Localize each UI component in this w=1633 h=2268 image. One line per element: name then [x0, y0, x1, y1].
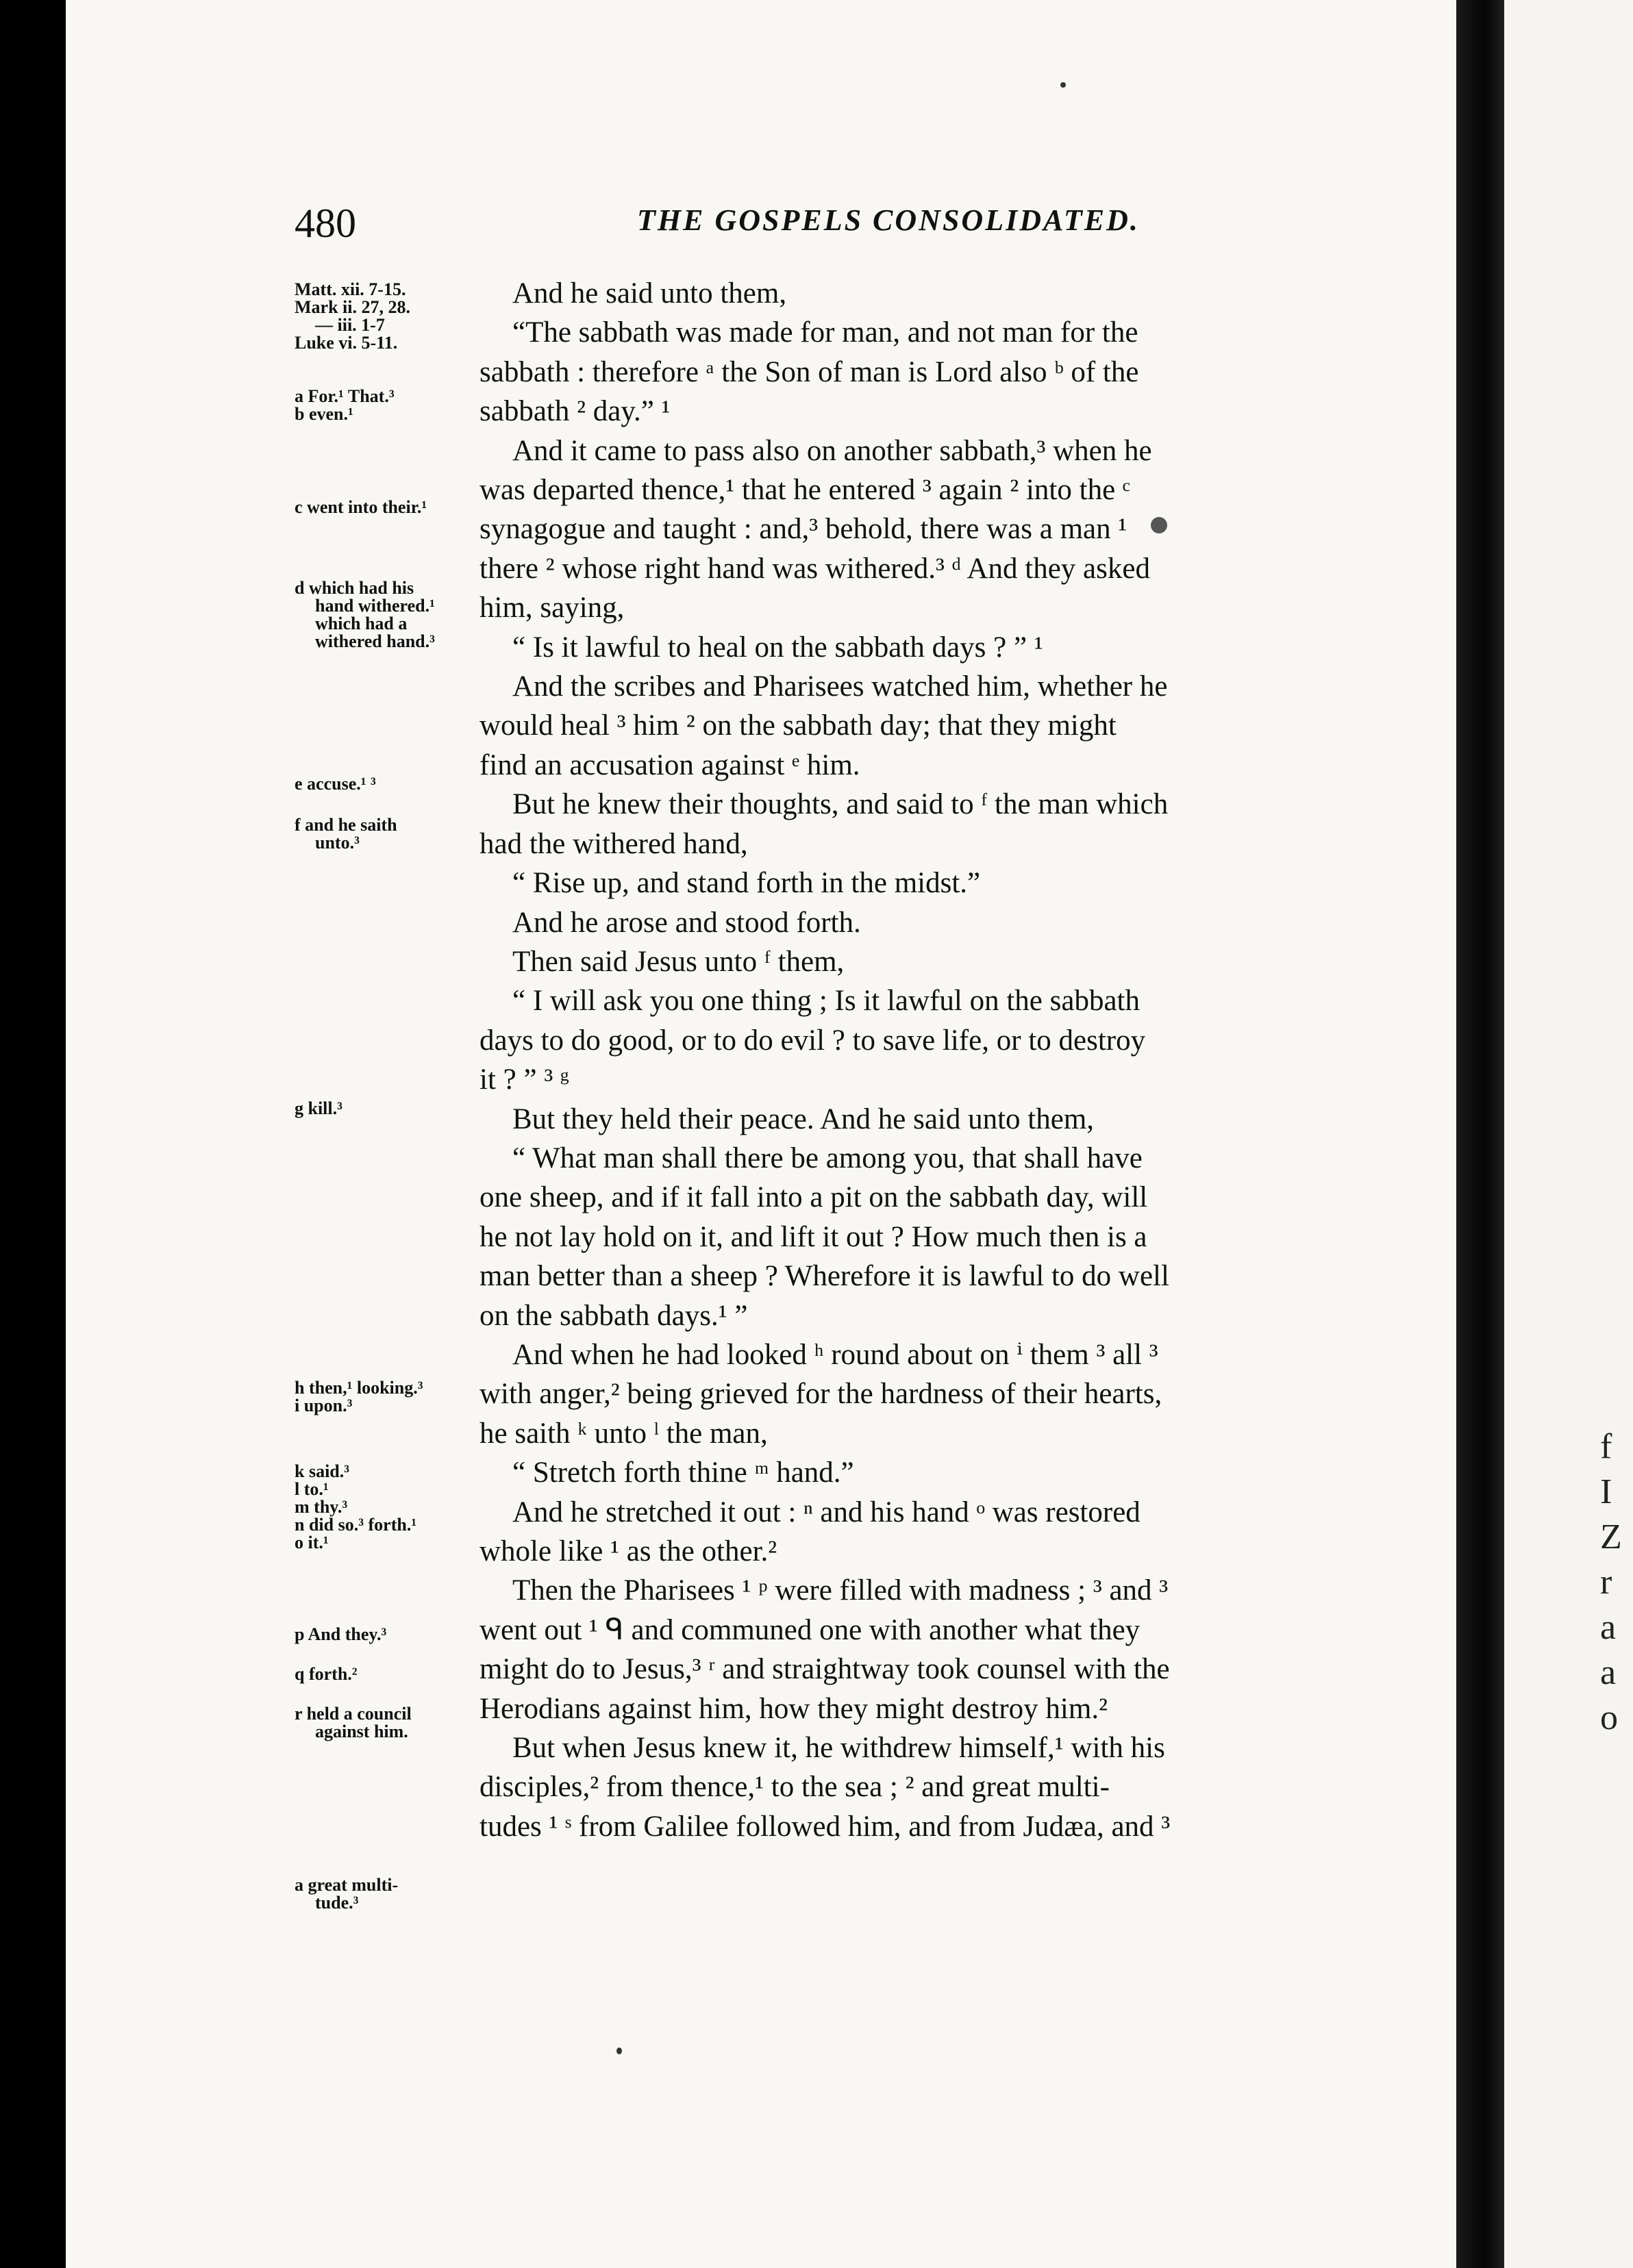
margin-note-line: hand withered.¹	[315, 596, 435, 616]
text-line: whole like ¹ as the other.²	[479, 1535, 777, 1567]
text-line: went out ¹ ᑫ and communed one with another what they	[479, 1613, 1140, 1646]
text-line: “ Is it lawful to heal on the sabbath days ? ” ¹	[512, 631, 1043, 664]
text-line: sabbath ² day.” ¹	[479, 395, 671, 428]
margin-note-line: which had a	[315, 614, 408, 633]
text-line: it ? ” ³ ᵍ	[479, 1063, 569, 1096]
text-line: And when he had looked ʰ round about on ⁱ them ³ all ³	[512, 1338, 1158, 1371]
margin-note	[295, 1876, 500, 1912]
margin-note	[295, 1463, 500, 1552]
text-line: tudes ¹ ˢ from Galilee followed him, and from Judæa, and ³	[479, 1810, 1171, 1843]
text-line: Then said Jesus unto ᶠ them,	[512, 945, 845, 978]
margin-note-line: against him.	[315, 1722, 408, 1741]
text-line: one sheep, and if it fall into a pit on the sabbath day, will	[479, 1181, 1148, 1214]
text-line: synagogue and taught : and,³ behold, there was a man ¹	[479, 513, 1127, 546]
text-line: “ I will ask you one thing ; Is it lawful on the sabbath	[512, 985, 1140, 1018]
margin-note-line: a great multi-	[295, 1875, 399, 1895]
text-line: was departed thence,¹ that he entered ³ again ² into the ᶜ	[479, 474, 1130, 507]
margin-note-line: h then,¹ looking.³	[295, 1378, 423, 1398]
body-text	[479, 274, 1301, 1846]
margin-note-line: m thy.³	[295, 1497, 348, 1517]
margin-note	[295, 1100, 500, 1118]
text-line: “The sabbath was made for man, and not man for the	[512, 316, 1138, 349]
text-line: he not lay hold on it, and lift it out ? How much then is a	[479, 1220, 1147, 1253]
text-line: on the sabbath days.¹ ”	[479, 1299, 748, 1332]
running-head	[0, 200, 1633, 248]
margin-note-line: Matt. xii. 7-15.	[295, 279, 406, 299]
margin-note	[295, 1626, 500, 1643]
ink-speck	[1060, 82, 1066, 88]
text-line: sabbath : therefore ᵃ the Son of man is Lord also ᵇ of the	[479, 355, 1139, 388]
margin-note-line: Luke vi. 5-11.	[295, 333, 398, 353]
text-line: would heal ³ him ² on the sabbath day; that they might	[479, 709, 1117, 742]
margin-note-line: Mark ii. 27, 28.	[295, 297, 410, 317]
margin-note-line: withered hand.³	[315, 631, 435, 651]
text-line: But they held their peace. And he said unto them,	[512, 1102, 1095, 1135]
text-line: him, saying,	[479, 592, 625, 625]
edge-letter: Z	[1600, 1517, 1622, 1557]
text-line: had the withered hand,	[479, 827, 748, 860]
text-line: he saith ᵏ unto ˡ the man,	[479, 1417, 768, 1450]
text-line: “ What man shall there be among you, that shall have	[512, 1142, 1143, 1174]
text-line: might do to Jesus,³ ʳ and straightway took counsel with the	[479, 1653, 1170, 1686]
text-line: days to do good, or to do evil ? to save life, or to destroy	[479, 1024, 1146, 1057]
text-line: And he arose and stood forth.	[512, 906, 861, 939]
margin-note-line: q forth.²	[295, 1664, 358, 1684]
text-line: there ² whose right hand was withered.³ ᵈ And they asked	[479, 552, 1150, 585]
adjacent-page-letters	[1600, 1424, 1622, 1741]
text-line: disciples,² from thence,¹ to the sea ; ² and great multi-	[479, 1771, 1110, 1804]
margin-note-line: tude.³	[315, 1893, 359, 1913]
margin-note	[295, 816, 500, 852]
edge-letter: a	[1600, 1653, 1617, 1692]
text-line: And it came to pass also on another sabbath,³ when he	[512, 434, 1152, 467]
margin-note-line: i upon.³	[295, 1396, 353, 1415]
margin-note-line: k said.³	[295, 1461, 350, 1481]
edge-letter: I	[1600, 1472, 1612, 1511]
margin-note-line: o it.¹	[295, 1533, 329, 1552]
margin-note-line: n did so.³ forth.¹	[295, 1515, 417, 1535]
edge-letter: o	[1600, 1698, 1618, 1737]
margin-note-references	[295, 281, 500, 352]
margin-note-line: c went into their.¹	[295, 497, 427, 517]
text-line: Then the Pharisees ¹ ᵖ were filled with madness ; ³ and ³	[512, 1574, 1169, 1607]
margin-note-line: p And they.³	[295, 1624, 387, 1644]
page-number: 480	[295, 201, 356, 246]
text-line: Herodians against him, how they might destroy him.²	[479, 1692, 1108, 1725]
page-title: THE GOSPELS CONSOLIDATED.	[637, 203, 1140, 237]
margin-note-line: unto.³	[315, 833, 360, 853]
text-line: And he stretched it out : ⁿ and his hand ᵒ was restored	[512, 1496, 1140, 1528]
margin-note	[295, 579, 500, 651]
margin-note	[295, 775, 500, 793]
text-line: “ Stretch forth thine ᵐ hand.”	[512, 1457, 854, 1489]
margin-note-line: l to.¹	[295, 1479, 329, 1499]
text-line: But when Jesus knew it, he withdrew himself,¹ with his	[512, 1732, 1165, 1765]
margin-note-line: b even.¹	[295, 404, 353, 424]
margin-note	[295, 1705, 500, 1741]
text-line: with anger,² being grieved for the hardness of their hearts,	[479, 1378, 1162, 1411]
ink-speck	[616, 2048, 622, 2054]
text-line: And he said unto them,	[512, 277, 787, 310]
margin-note-line: a For.¹ That.³	[295, 386, 395, 406]
edge-letter: f	[1600, 1427, 1612, 1466]
margin-note-line: — iii. 1-7	[315, 315, 385, 335]
adjacent-page-edge	[1504, 0, 1633, 2268]
margin-note	[295, 1379, 500, 1415]
margin-note-line: d which had his	[295, 578, 414, 598]
edge-letter: r	[1600, 1563, 1612, 1602]
text-line: man better than a sheep ? Wherefore it is lawful to do well	[479, 1260, 1169, 1293]
edge-letter: a	[1600, 1608, 1617, 1647]
margin-note-line: f and he saith	[295, 815, 397, 835]
margin-note-line: g kill.³	[295, 1098, 342, 1118]
text-line: “ Rise up, and stand forth in the midst.”	[512, 867, 981, 900]
margin-note	[295, 499, 500, 516]
margin-note-line: e accuse.¹ ³	[295, 774, 376, 794]
margin-note	[295, 1665, 500, 1683]
text-line: find an accusation against ᵉ him.	[479, 748, 860, 781]
text-line: But he knew their thoughts, and said to ᶠ the man which	[512, 788, 1169, 821]
text-line: And the scribes and Pharisees watched him, whether he	[512, 670, 1168, 703]
margin-note	[295, 388, 500, 423]
margin-note-line: r held a council	[295, 1704, 412, 1724]
book-spine	[1456, 0, 1504, 2268]
